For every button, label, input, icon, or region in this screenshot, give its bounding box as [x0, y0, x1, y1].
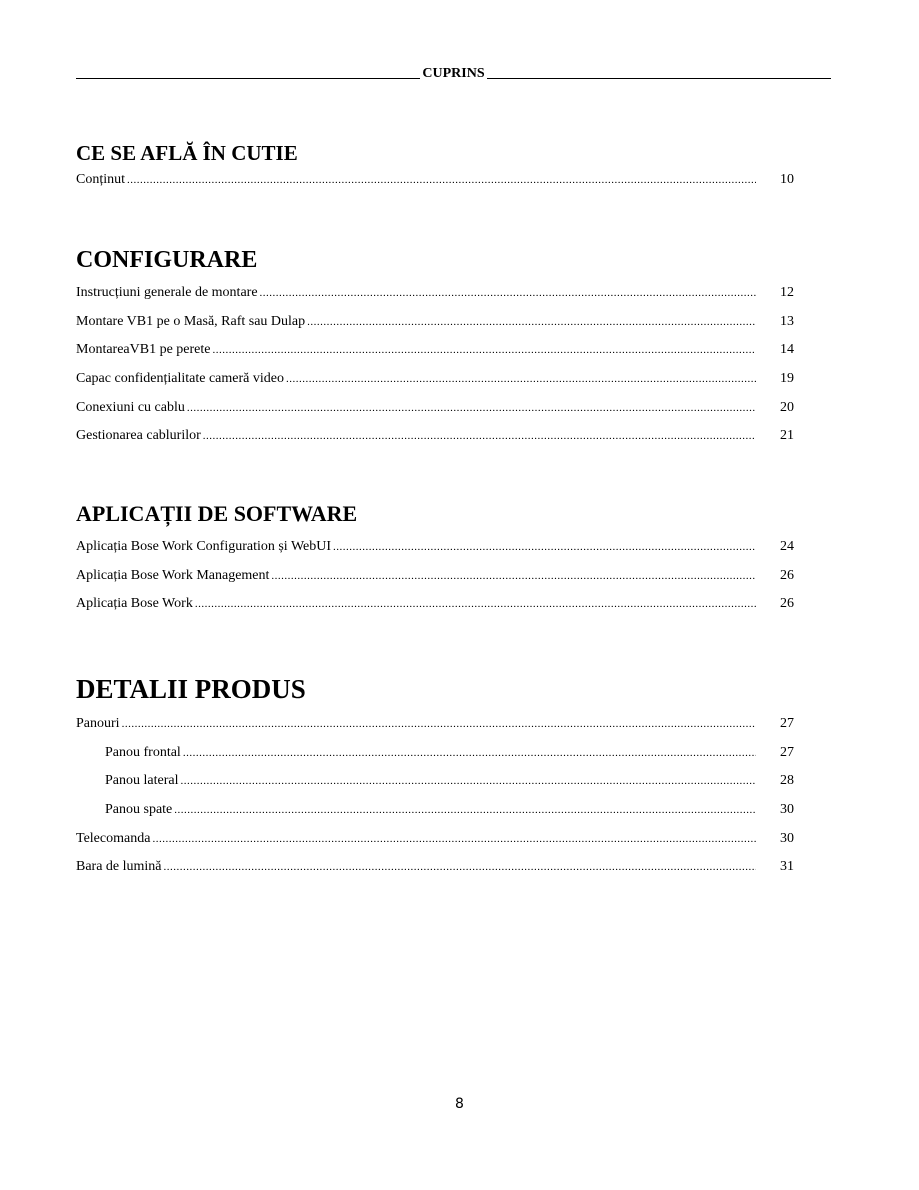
entry-page: 26: [780, 596, 794, 612]
toc-entry[interactable]: [76, 171, 794, 200]
toc-entry[interactable]: [76, 567, 794, 596]
dot-leader: [164, 858, 756, 876]
dot-leader: [127, 171, 756, 189]
entry-page: 20: [780, 399, 794, 415]
entry-label: Aplicația Bose Work: [76, 596, 193, 612]
entry-page: 28: [780, 773, 794, 789]
toc-entry[interactable]: [76, 284, 794, 313]
toc-entry[interactable]: [76, 772, 794, 801]
toc-entry[interactable]: [76, 858, 794, 887]
dot-leader: [286, 370, 756, 388]
entry-page: 21: [780, 428, 794, 444]
header-rule-right: [487, 77, 831, 79]
toc-entry[interactable]: [76, 370, 794, 399]
dot-leader: [122, 715, 756, 733]
toc-entry[interactable]: [76, 399, 794, 428]
toc-entry[interactable]: [76, 715, 794, 744]
dot-leader: [271, 567, 756, 585]
entry-page: 19: [780, 371, 794, 387]
toc-title: CUPRINS: [422, 66, 485, 81]
dot-leader: [213, 341, 757, 359]
entry-page: 10: [780, 172, 794, 187]
toc-header: [76, 66, 831, 82]
dot-leader: [180, 772, 756, 790]
dot-leader: [187, 399, 756, 417]
entry-page: 31: [780, 859, 794, 875]
section-heading: DETALII PRODUS: [76, 674, 306, 704]
toc-entry[interactable]: [76, 341, 794, 370]
dot-leader: [333, 538, 756, 556]
dot-leader: [174, 801, 756, 819]
entry-label: Montare VB1 pe o Masă, Raft sau Dulap: [76, 313, 306, 329]
entry-label: Panou frontal: [105, 744, 181, 760]
entry-label: Capac confidențialitate cameră video: [76, 371, 284, 387]
entry-label: Aplicația Bose Work Configuration și WebUI: [76, 539, 332, 554]
section-heading: CE SE AFLĂ ÎN CUTIE: [76, 141, 298, 165]
entry-label: Aplicația Bose Work Management: [76, 567, 270, 583]
entry-page: 26: [780, 567, 794, 583]
toc-entry[interactable]: [76, 830, 794, 859]
entry-label: Panouri: [76, 716, 120, 731]
dot-leader: [307, 313, 756, 331]
section-configuration: [76, 246, 794, 456]
entry-label: Panou lateral: [105, 773, 179, 789]
entry-page: 27: [780, 716, 794, 731]
section-software: [76, 500, 794, 624]
entry-page: 27: [780, 744, 794, 760]
entry-label: Gestionarea cablurilor: [76, 428, 201, 444]
dot-leader: [260, 284, 756, 302]
entry-label: Telecomanda: [76, 830, 151, 846]
section-heading: APLICAȚII DE SOFTWARE: [76, 501, 358, 526]
entry-label: Bara de lumină: [76, 859, 162, 875]
dot-leader: [195, 595, 756, 613]
entry-label: Conexiuni cu cablu: [76, 399, 185, 415]
entry-label: Instrucțiuni generale de montare: [76, 285, 258, 300]
entry-page: 14: [780, 342, 794, 358]
dot-leader: [183, 744, 756, 762]
entry-page: 24: [780, 539, 794, 554]
page-number: 8: [455, 1096, 464, 1112]
section-product-details: [76, 673, 794, 887]
section-heading: CONFIGURARE: [76, 247, 258, 273]
dot-leader: [152, 830, 756, 848]
entry-label: MontareaVB1 pe perete: [76, 342, 211, 358]
toc-entry[interactable]: [76, 801, 794, 830]
entry-page: 12: [780, 285, 794, 300]
entry-page: 30: [780, 802, 794, 818]
toc-entry[interactable]: [76, 595, 794, 624]
entry-label: Panou spate: [105, 802, 173, 818]
toc-entry[interactable]: [76, 744, 794, 773]
entry-page: 13: [780, 313, 794, 329]
toc-entry[interactable]: [76, 313, 794, 342]
entry-page: 30: [780, 830, 794, 846]
header-rule-left: [76, 77, 420, 79]
section-in-box: [76, 140, 794, 200]
dot-leader: [203, 427, 756, 445]
toc-entry[interactable]: [76, 427, 794, 456]
entry-label: Conținut: [76, 172, 126, 187]
toc-entry[interactable]: [76, 538, 794, 567]
